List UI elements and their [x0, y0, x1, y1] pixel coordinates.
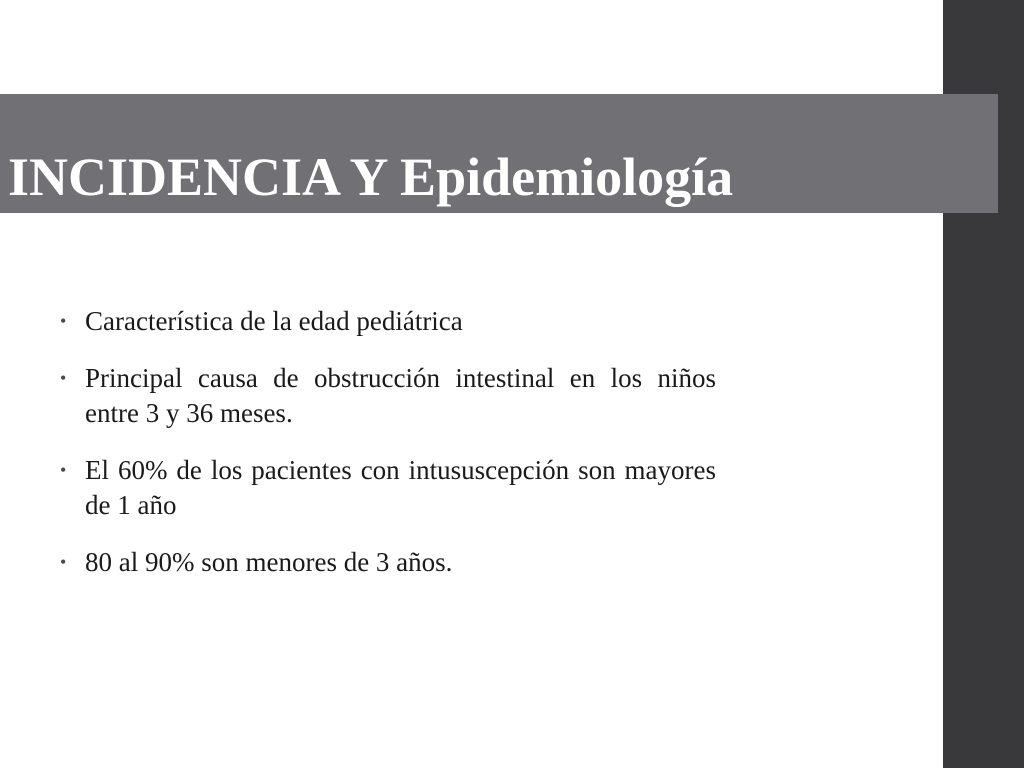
bullet-icon: •: [60, 552, 67, 572]
bullet-text: El 60% de los pacientes con intususcepción son mayores de 1 año: [85, 455, 716, 520]
bullet-text: Característica de la edad pediátrica: [85, 306, 463, 336]
slide-title: INCIDENCIA Y Epidemiología: [8, 147, 734, 207]
bullet-list: [60, 304, 716, 602]
bullet-icon: •: [60, 460, 67, 480]
bullet-icon: •: [60, 311, 67, 331]
bullet-item: [60, 304, 716, 339]
bullet-item: [60, 545, 716, 580]
bullet-text: Principal causa de obstrucción intestinal en los niños entre 3 y 36 meses.: [85, 363, 716, 428]
bullet-item: [60, 361, 716, 431]
bullet-item: [60, 453, 716, 523]
bullet-text: 80 al 90% son menores de 3 años.: [85, 547, 453, 577]
bullet-icon: •: [60, 368, 67, 388]
